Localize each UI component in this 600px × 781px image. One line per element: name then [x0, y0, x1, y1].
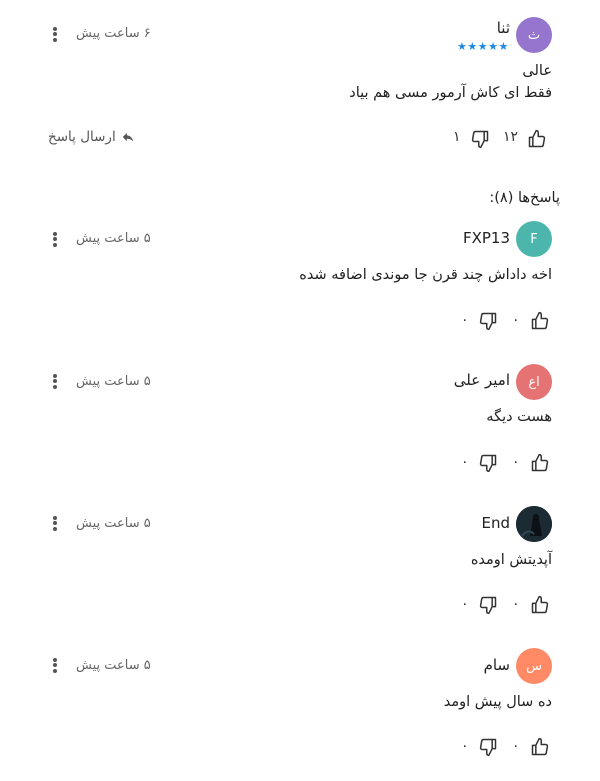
- dislike-count: ۰: [461, 596, 469, 612]
- avatar-letter: اع: [528, 374, 540, 390]
- comment-time: ۵ ساعت پیش: [76, 658, 151, 673]
- thumbs-down-icon: [478, 453, 498, 473]
- author-name[interactable]: FXP13: [462, 229, 510, 247]
- avatar-image: [516, 506, 552, 542]
- more-options-icon[interactable]: [49, 372, 61, 392]
- like-button[interactable]: [530, 310, 550, 332]
- avatar[interactable]: [516, 506, 552, 542]
- dislike-count: ۰: [461, 454, 469, 470]
- thumbs-down-icon: [470, 129, 490, 149]
- like-button[interactable]: [530, 736, 550, 758]
- thumbs-down-icon: [478, 737, 498, 757]
- dislike-button[interactable]: [470, 128, 490, 150]
- dislike-button[interactable]: [478, 594, 498, 616]
- dislike-button[interactable]: [478, 452, 498, 474]
- like-count: ۰: [512, 454, 520, 470]
- comment-line-1: عالی: [522, 63, 552, 79]
- like-button[interactable]: [530, 452, 550, 474]
- thumbs-up-icon: [530, 595, 550, 615]
- thumbs-down-icon: [478, 595, 498, 615]
- thumbs-up-icon: [530, 737, 550, 757]
- reply-text: ده سال پیش اومد: [443, 694, 552, 710]
- reply-arrow-icon: [121, 130, 135, 144]
- dislike-button[interactable]: [478, 736, 498, 758]
- avatar[interactable]: [516, 221, 552, 257]
- like-count: ۰: [512, 738, 520, 754]
- avatar[interactable]: [516, 17, 552, 53]
- send-reply-label: ارسال پاسخ: [48, 129, 116, 145]
- like-button[interactable]: [527, 128, 547, 150]
- dislike-button[interactable]: [478, 310, 498, 332]
- comment-time: ۶ ساعت پیش: [76, 26, 151, 41]
- comment-time: ۵ ساعت پیش: [76, 374, 151, 389]
- avatar[interactable]: [516, 364, 552, 400]
- author-name[interactable]: ثنا: [496, 19, 510, 37]
- like-count: ۰: [512, 312, 520, 328]
- thumbs-up-icon: [530, 453, 550, 473]
- dislike-count: ۰: [461, 312, 469, 328]
- reply-text: اخه داداش چند قرن جا موندی اضافه شده: [299, 267, 552, 283]
- thumbs-up-icon: [527, 129, 547, 149]
- comment-time: ۵ ساعت پیش: [76, 516, 151, 531]
- like-count: ۱۲: [503, 129, 519, 145]
- more-options-icon[interactable]: [49, 25, 61, 45]
- thumbs-down-icon: [478, 311, 498, 331]
- more-options-icon[interactable]: [49, 230, 61, 250]
- like-count: ۰: [512, 596, 520, 612]
- avatar-letter: ث: [527, 27, 541, 43]
- avatar[interactable]: [516, 648, 552, 684]
- more-options-icon[interactable]: [49, 656, 61, 676]
- author-name[interactable]: سام: [483, 656, 510, 674]
- thumbs-up-icon: [530, 311, 550, 331]
- author-name[interactable]: امیر علی: [453, 371, 510, 389]
- replies-heading: پاسخ‌ها (۸):: [489, 190, 560, 206]
- reply-text: هست دیگه: [486, 409, 552, 425]
- author-name[interactable]: End: [481, 514, 510, 532]
- dislike-count: ۰: [461, 738, 469, 754]
- avatar-letter: F: [530, 231, 538, 247]
- send-reply-button[interactable]: [48, 129, 135, 145]
- more-options-icon[interactable]: [49, 514, 61, 534]
- rating-stars: ★★★★★: [457, 40, 509, 53]
- avatar-letter: س: [526, 658, 542, 674]
- dislike-count: ۱: [453, 129, 461, 145]
- comment-line-2: فقط ای کاش آرمور مسی هم بیاد: [349, 85, 552, 101]
- reply-text: آپدیتش اومده: [470, 552, 552, 568]
- comment-time: ۵ ساعت پیش: [76, 231, 151, 246]
- like-button[interactable]: [530, 594, 550, 616]
